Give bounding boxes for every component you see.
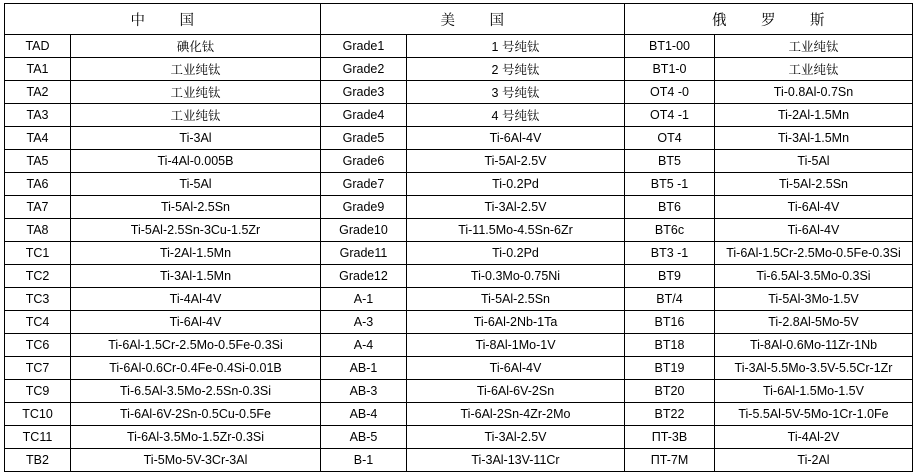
cell-russia-name: Ti-2.8Al-5Mo-5V [715,311,913,334]
table-body [5,35,913,472]
cell-russia-name: Ti-4Al-2V [715,426,913,449]
cell-china-name: Ti-5Al-2.5Sn [71,196,321,219]
cell-china-name: 工业纯钛 [71,58,321,81]
table-row [5,403,913,426]
cell-usa-name: Ti-3Al-2.5V [407,196,625,219]
cell-china-code: TC4 [5,311,71,334]
cell-china-name: Ti-2Al-1.5Mn [71,242,321,265]
cell-usa-name: Ti-3Al-13V-11Cr [407,449,625,472]
header-row [5,4,913,35]
cell-russia-name: Ti-6.5Al-3.5Mo-0.3Si [715,265,913,288]
cell-russia-name: Ti-6Al-1.5Cr-2.5Mo-0.5Fe-0.3Si [715,242,913,265]
cell-china-code: TAD [5,35,71,58]
cell-russia-code: BT22 [625,403,715,426]
cell-usa-code: Grade6 [321,150,407,173]
cell-russia-name: 工业纯钛 [715,58,913,81]
cell-russia-code: BT1-0 [625,58,715,81]
cell-china-code: TC1 [5,242,71,265]
cell-usa-code: Grade3 [321,81,407,104]
cell-russia-code: OT4 [625,127,715,150]
cell-usa-name: Ti-6Al-2Sn-4Zr-2Mo [407,403,625,426]
table-row [5,288,913,311]
cell-china-name: 碘化钛 [71,35,321,58]
cell-usa-name: Ti-5Al-2.5V [407,150,625,173]
header-russia-char-2: 罗 [761,12,776,29]
cell-china-code: TC10 [5,403,71,426]
cell-usa-name: Ti-0.3Mo-0.75Ni [407,265,625,288]
cell-russia-code: BT5 [625,150,715,173]
cell-china-name: 工业纯钛 [71,104,321,127]
header-china-char-1: 中 [130,12,146,29]
cell-usa-name: Ti-0.2Pd [407,242,625,265]
table-row [5,58,913,81]
cell-usa-code: B-1 [321,449,407,472]
cell-usa-name: Ti-3Al-2.5V [407,426,625,449]
cell-russia-name: Ti-8Al-0.6Mo-11Zr-1Nb [715,334,913,357]
header-usa-char-2: 国 [489,12,505,29]
cell-russia-name: Ti-5Al [715,150,913,173]
cell-russia-code: ΠT-3B [625,426,715,449]
cell-china-code: TC6 [5,334,71,357]
cell-usa-code: A-1 [321,288,407,311]
cell-russia-name: Ti-3Al-5.5Mo-3.5V-5.5Cr-1Zr [715,357,913,380]
cell-china-code: TC9 [5,380,71,403]
cell-russia-code: BT1-00 [625,35,715,58]
cell-usa-code: Grade7 [321,173,407,196]
cell-usa-name: Ti-8Al-1Mo-1V [407,334,625,357]
cell-china-name: Ti-3Al-1.5Mn [71,265,321,288]
cell-russia-code: BT/4 [625,288,715,311]
table-row [5,380,913,403]
table-row [5,81,913,104]
cell-usa-code: Grade1 [321,35,407,58]
cell-usa-name: 1 号纯钛 [407,35,625,58]
cell-russia-code: OT4 -0 [625,81,715,104]
header-usa [321,4,625,35]
cell-usa-name: Ti-0.2Pd [407,173,625,196]
cell-china-code: TC7 [5,357,71,380]
cell-china-code: TB2 [5,449,71,472]
cell-china-name: Ti-6Al-4V [71,311,321,334]
cell-usa-code: A-3 [321,311,407,334]
cell-usa-code: AB-1 [321,357,407,380]
cell-usa-code: A-4 [321,334,407,357]
cell-usa-code: AB-4 [321,403,407,426]
table-row [5,449,913,472]
cell-russia-name: Ti-3Al-1.5Mn [715,127,913,150]
cell-usa-code: Grade4 [321,104,407,127]
cell-russia-code: BT6 [625,196,715,219]
table-row [5,265,913,288]
cell-usa-code: Grade5 [321,127,407,150]
table-row [5,35,913,58]
cell-usa-name: 2 号纯钛 [407,58,625,81]
cell-usa-name: Ti-6Al-6V-2Sn [407,380,625,403]
table-row [5,219,913,242]
cell-china-code: TC2 [5,265,71,288]
cell-usa-code: AB-5 [321,426,407,449]
cell-russia-name: Ti-0.8Al-0.7Sn [715,81,913,104]
cell-russia-code: BT9 [625,265,715,288]
cell-china-name: Ti-3Al [71,127,321,150]
cell-china-code: TA5 [5,150,71,173]
cell-usa-code: Grade12 [321,265,407,288]
cell-usa-name: Ti-6Al-4V [407,357,625,380]
cell-usa-code: AB-3 [321,380,407,403]
table-row [5,242,913,265]
cell-russia-name: Ti-5Al-2.5Sn [715,173,913,196]
cell-russia-code: BT20 [625,380,715,403]
cell-usa-name: Ti-6Al-4V [407,127,625,150]
cell-russia-code: BT19 [625,357,715,380]
cell-russia-name: Ti-2Al [715,449,913,472]
table-row [5,127,913,150]
cell-china-name: Ti-5Al-2.5Sn-3Cu-1.5Zr [71,219,321,242]
cell-russia-code: BT18 [625,334,715,357]
cell-russia-name: Ti-6Al-4V [715,196,913,219]
table-row [5,104,913,127]
cell-china-code: TC3 [5,288,71,311]
header-china-char-2: 国 [179,12,195,29]
cell-russia-name: 工业纯钛 [715,35,913,58]
cell-china-name: Ti-6Al-1.5Cr-2.5Mo-0.5Fe-0.3Si [71,334,321,357]
cell-russia-name: Ti-2Al-1.5Mn [715,104,913,127]
table-row [5,150,913,173]
cell-china-code: TA3 [5,104,71,127]
cell-usa-code: Grade10 [321,219,407,242]
header-russia-char-1: 俄 [712,12,727,29]
table-row [5,426,913,449]
cell-china-code: TA1 [5,58,71,81]
cell-usa-code: Grade2 [321,58,407,81]
cell-china-name: Ti-6Al-0.6Cr-0.4Fe-0.4Si-0.01B [71,357,321,380]
cell-china-name: Ti-4Al-0.005B [71,150,321,173]
cell-china-name: Ti-6Al-6V-2Sn-0.5Cu-0.5Fe [71,403,321,426]
table-row [5,311,913,334]
header-russia [625,4,913,35]
cell-china-name: 工业纯钛 [71,81,321,104]
cell-russia-code: BT5 -1 [625,173,715,196]
cell-russia-code: ΠT-7M [625,449,715,472]
titanium-alloy-comparison-table [4,3,913,472]
cell-russia-name: Ti-5Al-3Mo-1.5V [715,288,913,311]
cell-china-code: TA4 [5,127,71,150]
cell-china-code: TA8 [5,219,71,242]
cell-china-name: Ti-6.5Al-3.5Mo-2.5Sn-0.3Si [71,380,321,403]
cell-usa-name: Ti-11.5Mo-4.5Sn-6Zr [407,219,625,242]
cell-china-code: TA2 [5,81,71,104]
table-row [5,334,913,357]
cell-usa-name: Ti-5Al-2.5Sn [407,288,625,311]
cell-china-name: Ti-4Al-4V [71,288,321,311]
cell-china-code: TA6 [5,173,71,196]
table-row [5,196,913,219]
cell-usa-code: Grade9 [321,196,407,219]
cell-usa-code: Grade11 [321,242,407,265]
cell-russia-code: BT6c [625,219,715,242]
cell-china-code: TC11 [5,426,71,449]
table-row [5,173,913,196]
table-header [5,4,913,35]
cell-russia-name: Ti-5.5Al-5V-5Mo-1Cr-1.0Fe [715,403,913,426]
header-usa-char-1: 美 [440,12,456,29]
cell-russia-code: BT3 -1 [625,242,715,265]
cell-russia-name: Ti-6Al-1.5Mo-1.5V [715,380,913,403]
cell-usa-name: 4 号纯钛 [407,104,625,127]
cell-russia-name: Ti-6Al-4V [715,219,913,242]
cell-russia-code: BT16 [625,311,715,334]
header-china [5,4,321,35]
cell-usa-name: 3 号纯钛 [407,81,625,104]
cell-china-name: Ti-5Mo-5V-3Cr-3Al [71,449,321,472]
cell-china-name: Ti-5Al [71,173,321,196]
cell-usa-name: Ti-6Al-2Nb-1Ta [407,311,625,334]
cell-china-name: Ti-6Al-3.5Mo-1.5Zr-0.3Si [71,426,321,449]
table-row [5,357,913,380]
header-russia-char-3: 斯 [810,12,825,29]
cell-china-code: TA7 [5,196,71,219]
cell-russia-code: OT4 -1 [625,104,715,127]
